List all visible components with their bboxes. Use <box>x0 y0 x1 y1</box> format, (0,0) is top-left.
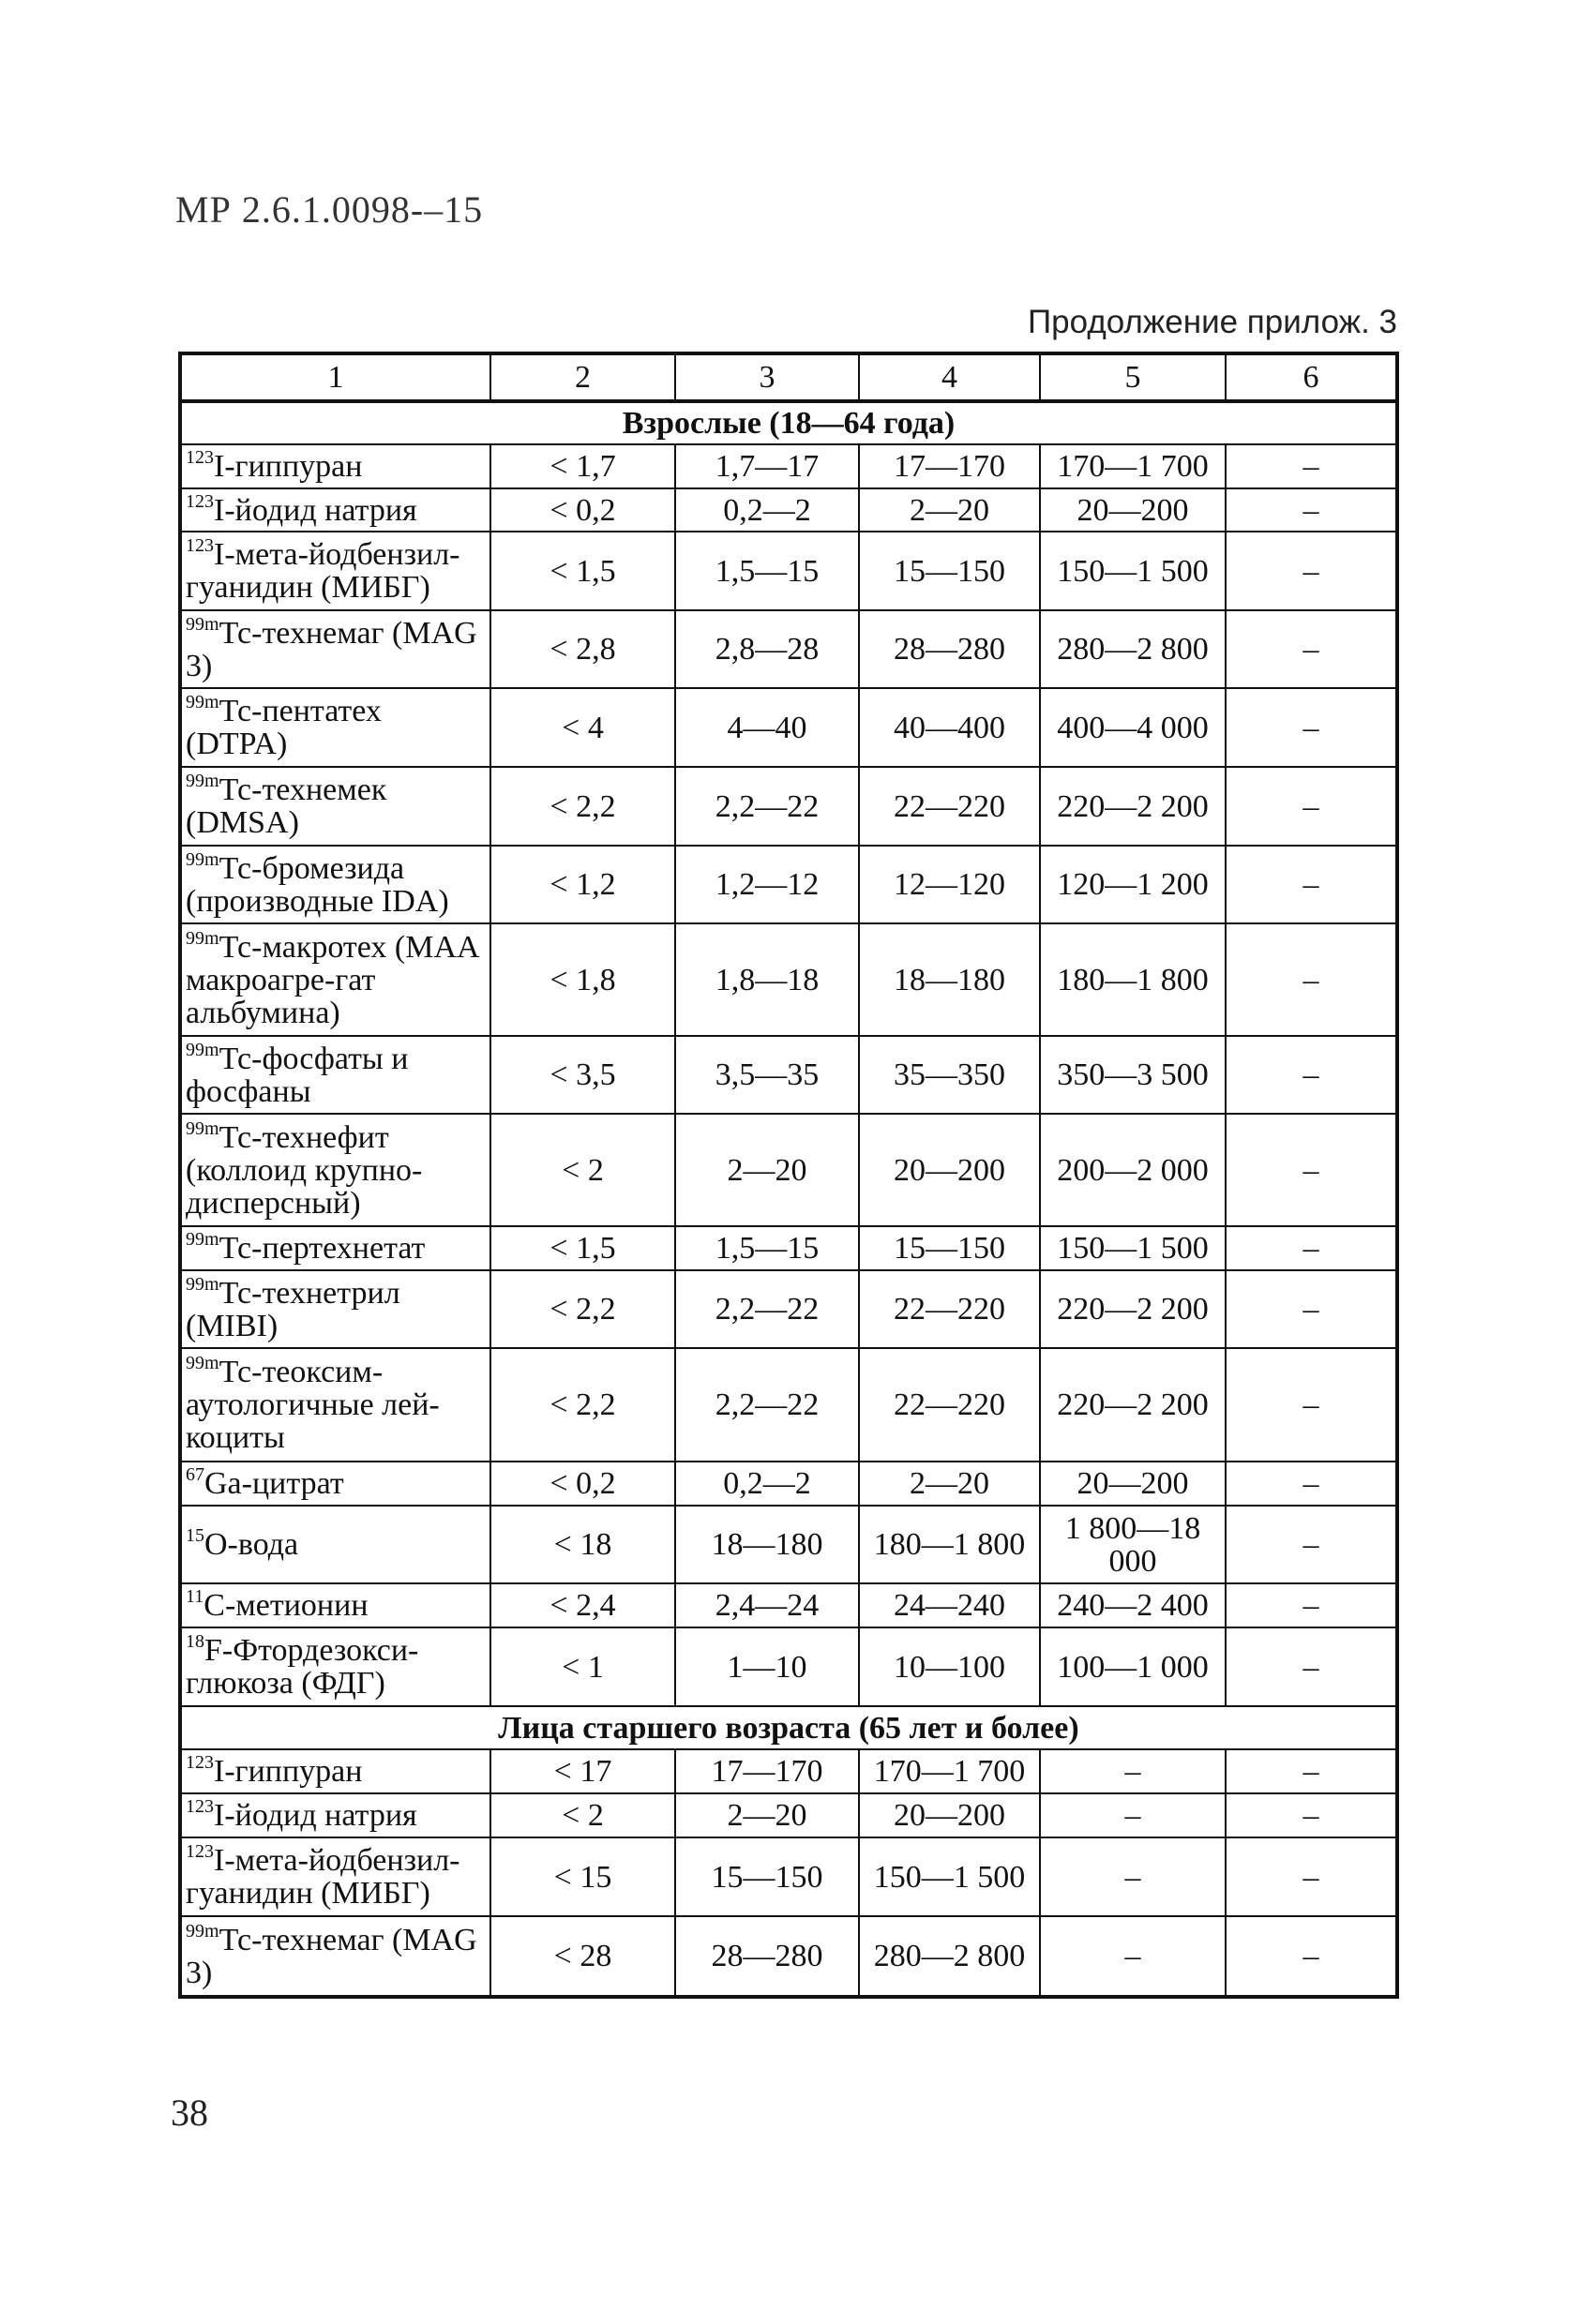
activity-range-col-4: 150—1 500 <box>859 1837 1040 1916</box>
isotope-mass-number: 67 <box>186 1464 204 1485</box>
radiopharmaceutical-name <box>180 1916 490 1997</box>
compound-name: Тс-технетрил (MIBI) <box>186 1275 400 1343</box>
activity-range-col-4: 280—2 800 <box>859 1916 1040 1997</box>
compound-name: I-гиппуран <box>214 449 363 484</box>
compound-name: I-йодид натрия <box>214 492 417 528</box>
activity-range-col-3: 18—180 <box>675 1506 859 1583</box>
table-row <box>180 610 1397 688</box>
isotope-mass-number: 99m <box>186 771 219 791</box>
activity-range-col-4: 28—280 <box>859 610 1040 688</box>
activity-range-col-2: < 3,5 <box>490 1036 675 1114</box>
activity-range-col-3: 3,5—35 <box>675 1036 859 1114</box>
activity-range-col-4: 10—100 <box>859 1627 1040 1706</box>
compound-name: F-Фтордезокси-глюкоза (ФДГ) <box>186 1633 419 1701</box>
activity-range-col-4: 24—240 <box>859 1583 1040 1627</box>
column-number: 4 <box>859 353 1040 401</box>
isotope-mass-number: 123 <box>186 490 214 512</box>
activity-range-col-2: < 28 <box>490 1916 675 1997</box>
table-row <box>180 488 1397 532</box>
isotope-mass-number: 99m <box>186 692 219 712</box>
activity-range-col-6: – <box>1226 1916 1397 1997</box>
activity-range-col-3: 1,2—12 <box>675 846 859 923</box>
isotope-mass-number: 123 <box>186 1841 214 1862</box>
activity-range-col-6: – <box>1226 1837 1397 1916</box>
table-row <box>180 1793 1397 1837</box>
activity-range-col-6: – <box>1226 1627 1397 1706</box>
activity-range-col-6: – <box>1226 1462 1397 1506</box>
isotope-mass-number: 99m <box>186 1273 219 1295</box>
activity-range-col-2: < 4 <box>490 688 675 767</box>
radiopharmaceutical-name <box>180 610 490 688</box>
activity-range-col-6: – <box>1226 532 1397 610</box>
activity-range-col-5: 1 800—18 000 <box>1040 1506 1226 1583</box>
radiopharmaceutical-name <box>180 1462 490 1506</box>
activity-range-col-5: – <box>1040 1916 1226 1997</box>
activity-range-col-6: – <box>1226 1036 1397 1114</box>
activity-range-col-6: – <box>1226 488 1397 532</box>
activity-range-col-3: 2,4—24 <box>675 1583 859 1627</box>
isotope-mass-number: 99m <box>186 613 219 635</box>
activity-range-col-4: 22—220 <box>859 1270 1040 1348</box>
table-row <box>180 532 1397 610</box>
activity-range-col-5: 200—2 000 <box>1040 1114 1226 1226</box>
activity-range-col-4: 22—220 <box>859 1348 1040 1462</box>
compound-name: Тс-технемек (DMSA) <box>186 772 387 840</box>
activity-range-col-4: 20—200 <box>859 1114 1040 1226</box>
table-row <box>180 1348 1397 1462</box>
table-row <box>180 1627 1397 1706</box>
activity-range-col-6: – <box>1226 1348 1397 1462</box>
activity-table <box>178 352 1399 1999</box>
activity-range-col-4: 2—20 <box>859 488 1040 532</box>
activity-range-col-3: 1—10 <box>675 1627 859 1706</box>
isotope-mass-number: 123 <box>186 535 214 556</box>
radiopharmaceutical-name <box>180 1226 490 1270</box>
activity-range-col-5: 220—2 200 <box>1040 1270 1226 1348</box>
activity-range-col-4: 170—1 700 <box>859 1749 1040 1793</box>
activity-range-col-5: – <box>1040 1837 1226 1916</box>
section-row <box>180 1706 1397 1749</box>
activity-range-col-6: – <box>1226 1506 1397 1583</box>
activity-range-col-6: – <box>1226 846 1397 923</box>
section-title: Лица старшего возраста (65 лет и более) <box>180 1706 1397 1749</box>
activity-range-col-6: – <box>1226 923 1397 1036</box>
activity-range-col-4: 22—220 <box>859 767 1040 846</box>
activity-range-col-3: 0,2—2 <box>675 488 859 532</box>
activity-range-col-5: 20—200 <box>1040 488 1226 532</box>
activity-range-col-3: 17—170 <box>675 1749 859 1793</box>
radiopharmaceutical-name <box>180 1348 490 1462</box>
activity-range-col-2: < 18 <box>490 1506 675 1583</box>
isotope-mass-number: 15 <box>186 1525 204 1546</box>
activity-range-col-5: 280—2 800 <box>1040 610 1226 688</box>
activity-range-col-4: 20—200 <box>859 1793 1040 1837</box>
table-row <box>180 846 1397 923</box>
activity-range-col-5: – <box>1040 1749 1226 1793</box>
activity-range-col-6: – <box>1226 1270 1397 1348</box>
activity-range-col-2: < 1,5 <box>490 532 675 610</box>
table-row <box>180 1462 1397 1506</box>
isotope-mass-number: 123 <box>186 1752 214 1773</box>
continuation-note: Продолжение прилож. 3 <box>1028 304 1397 340</box>
activity-range-col-2: < 2 <box>490 1793 675 1837</box>
radiopharmaceutical-name <box>180 1506 490 1583</box>
isotope-mass-number: 123 <box>186 447 214 468</box>
activity-range-col-5: 350—3 500 <box>1040 1036 1226 1114</box>
radiopharmaceutical-name <box>180 1114 490 1226</box>
activity-range-col-6: – <box>1226 1114 1397 1226</box>
radiopharmaceutical-name <box>180 1793 490 1837</box>
activity-range-col-6: – <box>1226 1226 1397 1270</box>
compound-name: Тс-пертехнетат <box>218 1231 426 1266</box>
activity-range-col-3: 4—40 <box>675 688 859 767</box>
table-row <box>180 1226 1397 1270</box>
activity-range-col-2: < 2,2 <box>490 1348 675 1462</box>
activity-range-col-6: – <box>1226 688 1397 767</box>
activity-range-col-2: < 17 <box>490 1749 675 1793</box>
compound-name: Тс-технемаг (MAG 3) <box>186 1922 477 1990</box>
isotope-mass-number: 99m <box>186 1353 219 1373</box>
activity-range-col-2: < 2 <box>490 1114 675 1226</box>
activity-range-col-4: 17—170 <box>859 444 1040 488</box>
isotope-mass-number: 99m <box>186 1117 219 1139</box>
activity-range-col-4: 15—150 <box>859 532 1040 610</box>
compound-name: Тс-фосфаты и фосфаны <box>186 1041 409 1109</box>
activity-range-col-2: < 1,7 <box>490 444 675 488</box>
activity-range-col-3: 0,2—2 <box>675 1462 859 1506</box>
radiopharmaceutical-name <box>180 923 490 1036</box>
radiopharmaceutical-name <box>180 767 490 846</box>
activity-range-col-5: 100—1 000 <box>1040 1627 1226 1706</box>
activity-range-col-3: 2,2—22 <box>675 1348 859 1462</box>
compound-name: С-метионин <box>203 1588 369 1623</box>
activity-range-col-3: 28—280 <box>675 1916 859 1997</box>
radiopharmaceutical-name <box>180 1583 490 1627</box>
column-number: 5 <box>1040 353 1226 401</box>
activity-range-col-2: < 2,2 <box>490 1270 675 1348</box>
compound-name: I-йодид натрия <box>214 1798 417 1833</box>
table-row <box>180 688 1397 767</box>
activity-range-col-5: 220—2 200 <box>1040 767 1226 846</box>
activity-range-col-3: 2,2—22 <box>675 767 859 846</box>
activity-range-col-4: 2—20 <box>859 1462 1040 1506</box>
activity-range-col-6: – <box>1226 444 1397 488</box>
isotope-mass-number: 99m <box>186 848 219 870</box>
activity-range-col-5: – <box>1040 1793 1226 1837</box>
activity-range-col-5: 180—1 800 <box>1040 923 1226 1036</box>
table-row <box>180 767 1397 846</box>
activity-range-col-3: 1,8—18 <box>675 923 859 1036</box>
activity-range-col-6: – <box>1226 1583 1397 1627</box>
activity-range-col-6: – <box>1226 1793 1397 1837</box>
activity-range-col-3: 2—20 <box>675 1793 859 1837</box>
activity-range-col-3: 15—150 <box>675 1837 859 1916</box>
activity-range-col-2: < 1,2 <box>490 846 675 923</box>
compound-name: Тс-технемаг (MAG 3) <box>186 615 477 683</box>
activity-range-col-4: 180—1 800 <box>859 1506 1040 1583</box>
activity-range-col-6: – <box>1226 610 1397 688</box>
activity-range-col-2: < 2,2 <box>490 767 675 846</box>
document-code: МР 2.6.1.0098-–15 <box>175 188 484 231</box>
compound-name: I-гиппуран <box>214 1754 363 1789</box>
table-row <box>180 1506 1397 1583</box>
compound-name: Тс-технефит (коллоид крупно-дисперсный) <box>186 1119 423 1221</box>
radiopharmaceutical-name <box>180 444 490 488</box>
isotope-mass-number: 123 <box>186 1796 214 1817</box>
radiopharmaceutical-name <box>180 1627 490 1706</box>
column-number: 1 <box>180 353 490 401</box>
table-row <box>180 1916 1397 1997</box>
column-number-row <box>180 353 1397 401</box>
activity-range-col-3: 2—20 <box>675 1114 859 1226</box>
radiopharmaceutical-name <box>180 488 490 532</box>
table-row <box>180 1270 1397 1348</box>
table-row <box>180 1837 1397 1916</box>
section-row <box>180 401 1397 444</box>
activity-range-col-5: 170—1 700 <box>1040 444 1226 488</box>
radiopharmaceutical-name <box>180 532 490 610</box>
radiopharmaceutical-name <box>180 1036 490 1114</box>
activity-range-col-4: 18—180 <box>859 923 1040 1036</box>
radiopharmaceutical-name <box>180 1270 490 1348</box>
column-number: 6 <box>1226 353 1397 401</box>
isotope-mass-number: 99m <box>186 1039 219 1060</box>
compound-name: Тс-бромезида (производные IDA) <box>186 850 449 919</box>
activity-range-col-4: 35—350 <box>859 1036 1040 1114</box>
activity-range-col-5: 150—1 500 <box>1040 1226 1226 1270</box>
activity-range-col-5: 240—2 400 <box>1040 1583 1226 1627</box>
activity-range-col-4: 12—120 <box>859 846 1040 923</box>
compound-name: I-мета-йодбензил-гуанидин (МИБГ) <box>186 537 460 605</box>
activity-range-col-3: 1,7—17 <box>675 444 859 488</box>
compound-name: Тс-теоксим-аутологичные лей-коциты <box>186 1355 440 1455</box>
compound-name: О-вода <box>204 1527 299 1562</box>
table-row <box>180 1749 1397 1793</box>
isotope-mass-number: 99m <box>186 927 219 949</box>
section-title: Взрослые (18—64 года) <box>180 401 1397 444</box>
radiopharmaceutical-name <box>180 688 490 767</box>
activity-range-col-3: 2,8—28 <box>675 610 859 688</box>
activity-range-col-2: < 0,2 <box>490 488 675 532</box>
activity-range-col-5: 400—4 000 <box>1040 688 1226 767</box>
compound-name: Тс-макротех (МАА макроагре-гат альбумина) <box>186 929 480 1030</box>
activity-range-col-2: < 1,8 <box>490 923 675 1036</box>
table-row <box>180 444 1397 488</box>
isotope-mass-number: 99m <box>186 1920 219 1942</box>
column-number: 3 <box>675 353 859 401</box>
radiopharmaceutical-name <box>180 846 490 923</box>
activity-range-col-4: 40—400 <box>859 688 1040 767</box>
table-row <box>180 1583 1397 1627</box>
table-row <box>180 1036 1397 1114</box>
activity-range-col-2: < 2,8 <box>490 610 675 688</box>
activity-range-col-2: < 2,4 <box>490 1583 675 1627</box>
activity-range-col-5: 120—1 200 <box>1040 846 1226 923</box>
activity-range-col-2: < 15 <box>490 1837 675 1916</box>
activity-range-col-5: 150—1 500 <box>1040 532 1226 610</box>
radiopharmaceutical-name <box>180 1837 490 1916</box>
compound-name: Ga-цитрат <box>204 1466 344 1501</box>
isotope-mass-number: 11 <box>186 1586 204 1607</box>
radiopharmaceutical-name <box>180 1749 490 1793</box>
isotope-mass-number: 18 <box>186 1631 204 1652</box>
isotope-mass-number: 99m <box>186 1229 219 1250</box>
activity-range-col-2: < 1,5 <box>490 1226 675 1270</box>
activity-range-col-5: 220—2 200 <box>1040 1348 1226 1462</box>
activity-range-col-3: 1,5—15 <box>675 1226 859 1270</box>
activity-range-col-2: < 0,2 <box>490 1462 675 1506</box>
activity-range-col-6: – <box>1226 1749 1397 1793</box>
activity-range-col-3: 1,5—15 <box>675 532 859 610</box>
table-row <box>180 1114 1397 1226</box>
activity-range-col-2: < 1 <box>490 1627 675 1706</box>
page-number: 38 <box>171 2092 208 2134</box>
column-number: 2 <box>490 353 675 401</box>
activity-range-col-3: 2,2—22 <box>675 1270 859 1348</box>
activity-range-col-4: 15—150 <box>859 1226 1040 1270</box>
activity-range-col-5: 20—200 <box>1040 1462 1226 1506</box>
compound-name: Тс-пентатех (DTPA) <box>186 694 382 761</box>
activity-range-col-6: – <box>1226 767 1397 846</box>
compound-name: I-мета-йодбензил-гуанидин (МИБГ) <box>186 1843 460 1911</box>
table-row <box>180 923 1397 1036</box>
